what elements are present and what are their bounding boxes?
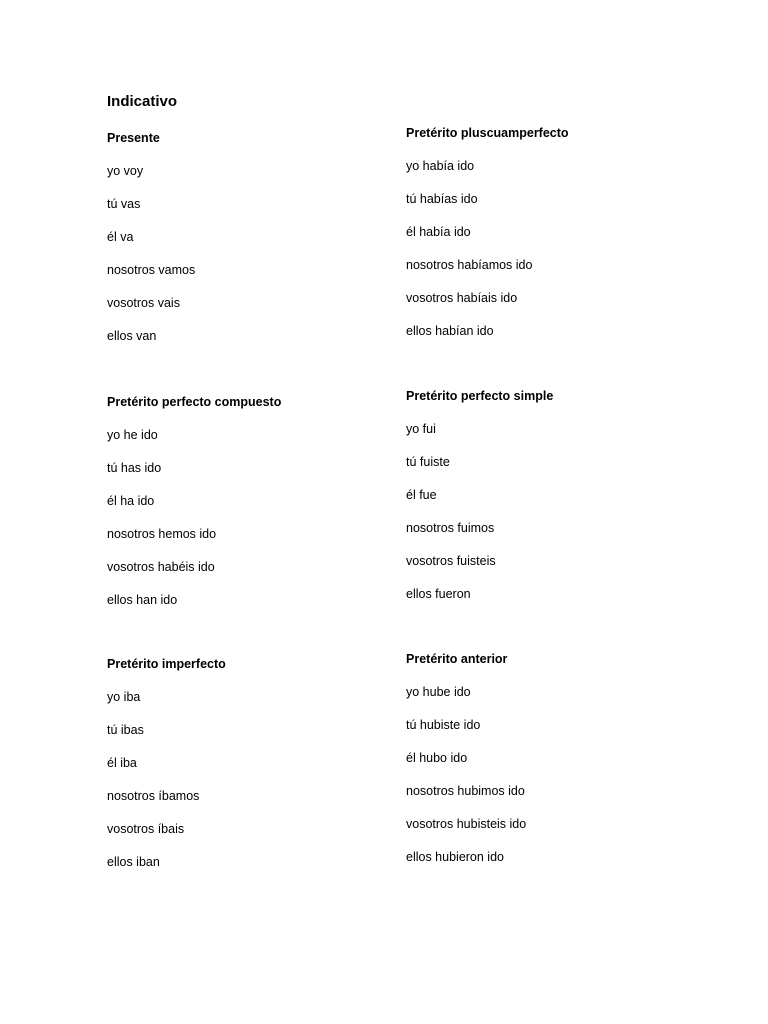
conjugation-section-presente — [107, 129, 407, 360]
conjugation-section-perfecto-simple — [406, 387, 706, 618]
conjugation-form: yo voy — [107, 164, 144, 178]
section-heading: Pretérito anterior — [406, 652, 508, 666]
conjugation-form: tú vas — [107, 197, 141, 211]
conjugation-form: ellos han ido — [107, 593, 178, 607]
section-heading: Pretérito pluscuamperfecto — [406, 126, 569, 140]
conjugation-form: él iba — [107, 756, 137, 770]
conjugation-form: él hubo ido — [406, 751, 468, 765]
conjugation-form: yo fui — [406, 422, 436, 436]
conjugation-form: vosotros habíais ido — [406, 291, 518, 305]
conjugation-form: nosotros fuimos — [406, 521, 495, 535]
conjugation-form: yo había ido — [406, 159, 475, 173]
conjugation-section-perfecto-compuesto — [107, 393, 407, 624]
conjugation-form: yo he ido — [107, 428, 158, 442]
conjugation-form: nosotros habíamos ido — [406, 258, 533, 272]
section-heading: Pretérito perfecto compuesto — [107, 395, 282, 409]
conjugation-form: tú fuiste — [406, 455, 450, 469]
conjugation-form: nosotros vamos — [107, 263, 196, 277]
page-title: Indicativo — [107, 93, 178, 110]
conjugation-form: él va — [107, 230, 134, 244]
conjugation-form: tú ibas — [107, 723, 144, 737]
conjugation-form: vosotros fuisteis — [406, 554, 496, 568]
conjugation-form: yo iba — [107, 690, 141, 704]
conjugation-form: tú has ido — [107, 461, 162, 475]
conjugation-form: ellos iban — [107, 855, 160, 869]
conjugation-section-pluscuamperfecto — [406, 124, 706, 355]
conjugation-form: tú hubiste ido — [406, 718, 481, 732]
conjugation-form: ellos hubieron ido — [406, 850, 504, 864]
section-heading: Pretérito perfecto simple — [406, 389, 554, 403]
conjugation-form: vosotros vais — [107, 296, 180, 310]
conjugation-form: él había ido — [406, 225, 471, 239]
conjugation-form: tú habías ido — [406, 192, 478, 206]
conjugation-form: ellos habían ido — [406, 324, 494, 338]
conjugation-form: vosotros íbais — [107, 822, 185, 836]
conjugation-form: nosotros hemos ido — [107, 527, 217, 541]
conjugation-form: nosotros íbamos — [107, 789, 200, 803]
conjugation-form: vosotros habéis ido — [107, 560, 215, 574]
conjugation-section-imperfecto — [107, 655, 407, 886]
conjugation-form: él ha ido — [107, 494, 155, 508]
conjugation-form: nosotros hubimos ido — [406, 784, 525, 798]
conjugation-form: yo hube ido — [406, 685, 471, 699]
conjugation-form: él fue — [406, 488, 437, 502]
conjugation-form: ellos van — [107, 329, 157, 343]
section-heading: Pretérito imperfecto — [107, 657, 226, 671]
section-heading: Presente — [107, 131, 160, 145]
conjugation-section-anterior — [406, 650, 706, 881]
conjugation-form: ellos fueron — [406, 587, 471, 601]
conjugation-form: vosotros hubisteis ido — [406, 817, 527, 831]
